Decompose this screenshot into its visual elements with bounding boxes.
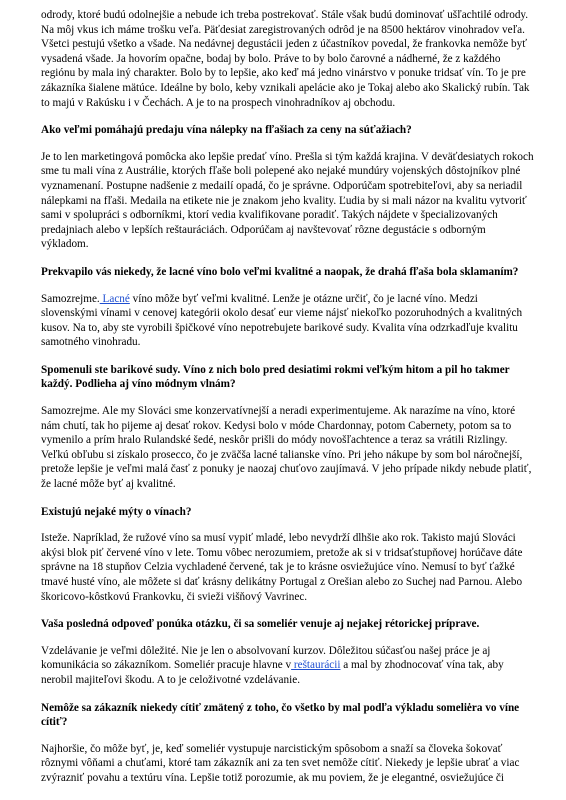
- question-barrique: Spomenuli ste barikové sudy. Víno z nich bolo pred desiatimi rokmi veľkým hitom a pil ho takmer každý. Podlieha aj víno módnym vlnám?: [41, 363, 510, 391]
- answer-medals: Je to len marketingová pomôcka ako lepšie predať víno. Prešla si tým každá krajina. V deväťdesiatych rokoch sme tu mali vína z Austrálie, ktorých fľaše boli polepené ako nejaké mundúry vojenských dôstojníkov plné vyznamenaní. Postupne nadšenie z medailí opadá, čo je správne. Odporúčam spotrebiteľovi, aby sa neriadil nálepkami na fľaši. Medaila na etikete nie je znakom jeho kvality. Ľudia by si mali názor na kvalitu vytvoriť sami v spolupráci s odborníkmi, ktorí vedia kvalifikovane poradiť. Takých nájdete v špecializovaných predajniach alebo v lepších reštauráciách. Odporúčam aj navštevovať rôzne degustácie s odborným výkladom.: [41, 150, 534, 251]
- link-lacne[interactable]: Lacné: [99, 292, 130, 305]
- answer-rhetoric-rest: a mal by zhodnocovať vína tak, aby nerobil majiteľovi škodu. A to je celoživotné vzdelávanie.: [41, 659, 504, 686]
- answer-rhetoric: [41, 644, 535, 688]
- answer-confused-customer: Najhoršie, čo môže byť, je, keď someliér vystupuje narcistickým spôsobom a snaží sa človeka šokovať rôznymi vôňami a chuťami, ktoré tam zákazník ani za ten svet nemôže cítiť. Niekedy je lepšie ubrať a viac zvýrazniť povahu a textúru vína. Lepšie totiž porozumie, ak mu poviem, že je elegantné, osviežujúce či: [41, 742, 520, 784]
- answer-cheap-wine-start: Samozrejme.: [41, 292, 100, 305]
- answer-rhetoric-start: Vzdelávanie je veľmi dôležité. Nie je len o absolvovaní kurzov. Dôležitou súčasťou našej práce je aj komunikácia so zákazníkom. Someliér pracuje hlavne v: [41, 644, 491, 672]
- article-body: [41, 8, 535, 786]
- paragraph-intro: odrody, ktoré budú odolnejšie a nebude ich treba postrekovať. Stále však budú dominovať ušľachtilé odrody. Na môj vkus ich máme trošku veľa. Päťdesiat zaregistrovaných odrôd je na 8500 hektárov vinohradov veľa. Všetci pestujú všetko a všade. Na nedávnej degustácii jeden z účastníkov povedal, že frankovka nemôže byť vysadená všade. Ja hovorím opačne, bodaj by bolo. Práve to by bolo čarovné a nádherné, že z každého regiónu by mala iný charakter. Bolo by to lepšie, ako keď má jedno vinárstvo v ponuke tridsať vín. To je pre zákazníka šialene mätúce. Ideálne by bolo, keby vznikali apelácie ako je Tokaj alebo ako Skalický rubín. Tak to majú v Rakúsku i v Čechách. A je to na prospech vinohradníkov aj obchodu.: [41, 9, 530, 109]
- question-medals: Ako veľmi pomáhajú predaju vína nálepky na fľašiach za ceny na súťažiach?: [41, 124, 412, 137]
- question-confused-customer: Nemôže sa zákazník niekedy cítiť zmätený z toho, čo všetko by mal podľa výkladu someliėra vo víne cítiť?: [41, 701, 520, 729]
- question-myths: Existujú nejaké mýty o vínach?: [41, 505, 192, 518]
- answer-barrique: Samozrejme. Ale my Slováci sme konzervatívnejší a neradi experimentujeme. Ak narazíme na víno, ktoré nám chutí, tak ho pijeme aj desať rokov. Kedysi bolo v móde Chardonnay, potom Cabernety, potom sa to vymenilo a prím hralo Rulandské šedé, neskôr prišli do módy novošľachtence a teraz sa vrátili Rizlingy. Veľkú obľubu si získalo prosecco, čo je zväčša lacné talianske víno. Pri jeho nákupe by som bol náročnejší, pretože lepšie je veľmi malá časť z ponuky je naozaj chuťovo zaujímavá. V jeho prípade nikdy nebude platiť, že lacné môže byť aj kvalitné.: [41, 405, 532, 491]
- question-rhetoric: Vaša posledná odpoveď ponúka otázku, či sa someliér venuje aj nejakej rétorickej príprave.: [41, 618, 480, 631]
- answer-cheap-wine-rest: víno môže byť veľmi kvalitné. Lenže je otázne určiť, čo je lacné víno. Medzi slovenskými vínami v cenovej kategórii okolo desať eur vieme nájsť niekoľko pozoruhodných a kvalitných kusov. Na to, aby ste vyrobili špičkové víno nepotrebujete barikové sudy. Kvalita vína odzrkadľuje kvalitu samotného vinohradu.: [41, 292, 523, 349]
- link-restauracii[interactable]: reštaurácii: [291, 659, 341, 672]
- answer-cheap-wine: [41, 292, 535, 350]
- answer-myths: Isteže. Napríklad, že ružové víno sa musí vypiť mladé, lebo nevydrží dlhšie ako rok. Takisto majú Slováci akýsi blok piť červené víno v lete. Tomu vôbec nerozumiem, pretože ak si v tridsaťstupňovej horúčave dáte správne na 18 stupňov Celzia vychladené červené, tak je to krásne osviežujúce víno. Nemusí to byť ťažké tmavé husté víno, ale môžete si dať krásny delikátny Portugal z Orešian alebo zo Suchej nad Parnou. Alebo škoricovo-kôstkovú Frankovku, či svieži višňový Vavrinec.: [41, 532, 523, 603]
- question-cheap-wine: Prekvapilo vás niekedy, že lacné víno bolo veľmi kvalitné a naopak, že drahá fľaša bola sklamaním?: [41, 265, 519, 278]
